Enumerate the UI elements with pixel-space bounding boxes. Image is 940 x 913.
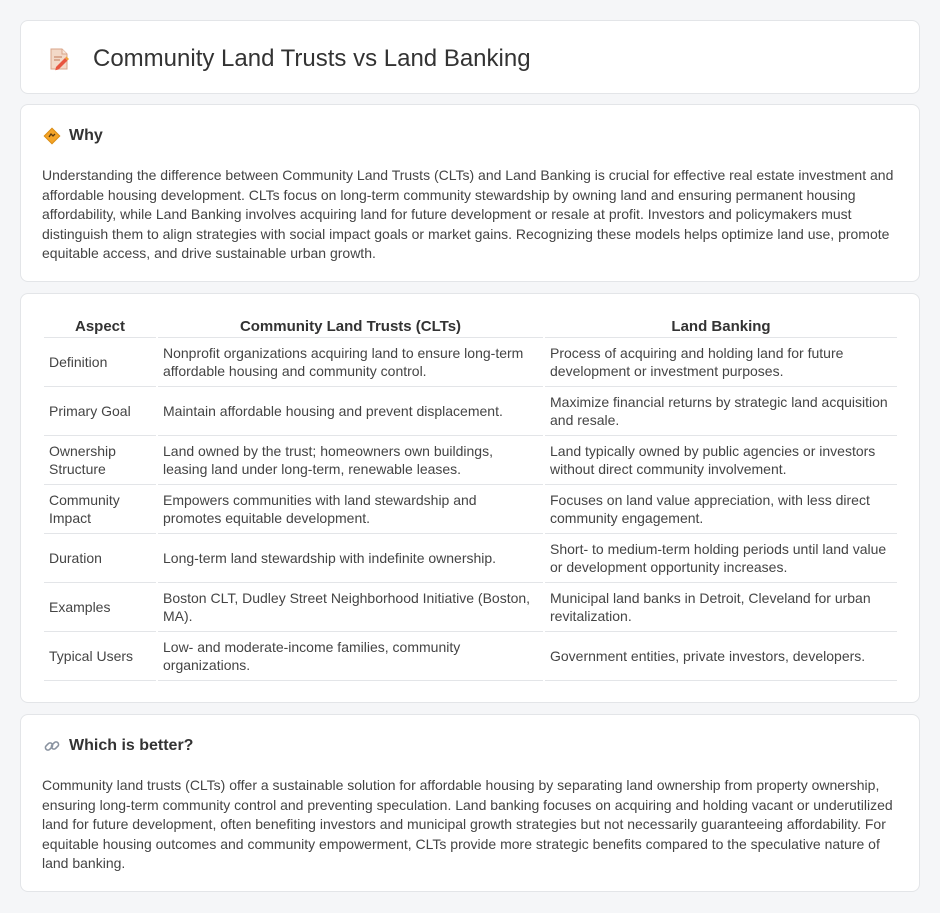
table-row bbox=[44, 632, 897, 681]
table-row bbox=[44, 583, 897, 632]
header-aspect: Aspect bbox=[44, 315, 156, 338]
aspect-cell: Community Impact bbox=[44, 485, 156, 534]
clt-cell: Empowers communities with land stewardship and promotes equitable development. bbox=[158, 485, 543, 534]
why-heading-text: Why bbox=[69, 127, 103, 144]
aspect-cell: Examples bbox=[44, 583, 156, 632]
table-row bbox=[44, 485, 897, 534]
comparison-section bbox=[20, 293, 920, 703]
which-is-better-section bbox=[20, 714, 920, 892]
land-banking-cell: Short- to medium-term holding periods until land value or development opportunity increases. bbox=[545, 534, 897, 583]
table-row bbox=[44, 436, 897, 485]
header-land-banking: Land Banking bbox=[545, 315, 897, 338]
land-banking-cell: Process of acquiring and holding land for future development or investment purposes. bbox=[545, 338, 897, 387]
aspect-cell: Definition bbox=[44, 338, 156, 387]
why-paragraph: Understanding the difference between Community Land Trusts (CLTs) and Land Banking is crucial for effective real estate investment and affordable housing development. CLTs focus on long-term community stewardship by owning land and ensuring permanent housing affordability, while Land Banking involves acquiring land for future development or resale at profit. Investors and policymakers must distinguish them to align strategies with social impact goals or market gains. Recognizing these models helps optimize land use, promote equitable access, and drive sustainable urban growth. bbox=[42, 167, 894, 262]
land-banking-cell: Government entities, private investors, developers. bbox=[545, 632, 897, 681]
link-icon bbox=[43, 737, 61, 755]
clt-cell: Boston CLT, Dudley Street Neighborhood Initiative (Boston, MA). bbox=[158, 583, 543, 632]
clt-cell: Low- and moderate-income families, community organizations. bbox=[158, 632, 543, 681]
page-title: Community Land Trusts vs Land Banking bbox=[93, 45, 531, 72]
land-banking-cell: Focuses on land value appreciation, with less direct community engagement. bbox=[545, 485, 897, 534]
better-paragraph: Community land trusts (CLTs) offer a sustainable solution for affordable housing by separating land ownership from property ownership, ensuring long-term community control and preventing speculation. Land banking focuses on acquiring and holding vacant or underutilized land for future development, often benefiting investors and municipal growth strategies but not necessarily guaranteeing affordability. For equitable housing outcomes and community empowerment, CLTs provide more strategic benefits compared to the speculative nature of land banking. bbox=[42, 777, 893, 872]
why-heading bbox=[43, 127, 103, 145]
title-card bbox=[20, 20, 920, 94]
aspect-cell: Primary Goal bbox=[44, 387, 156, 436]
better-heading-text: Which is better? bbox=[69, 737, 194, 754]
comparison-table bbox=[42, 315, 899, 681]
table-row bbox=[44, 387, 897, 436]
diamond-sign-icon bbox=[43, 127, 61, 145]
aspect-cell: Ownership Structure bbox=[44, 436, 156, 485]
why-section bbox=[20, 104, 920, 282]
aspect-cell: Duration bbox=[44, 534, 156, 583]
land-banking-cell: Land typically owned by public agencies or investors without direct community involvement. bbox=[545, 436, 897, 485]
table-row bbox=[44, 338, 897, 387]
table-row bbox=[44, 534, 897, 583]
better-heading bbox=[43, 737, 193, 755]
clt-cell: Maintain affordable housing and prevent displacement. bbox=[158, 387, 543, 436]
clt-cell: Nonprofit organizations acquiring land to ensure long-term affordable housing and community control. bbox=[158, 338, 543, 387]
land-banking-cell: Maximize financial returns by strategic land acquisition and resale. bbox=[545, 387, 897, 436]
clt-cell: Land owned by the trust; homeowners own buildings, leasing land under long-term, renewable leases. bbox=[158, 436, 543, 485]
header-clt: Community Land Trusts (CLTs) bbox=[158, 315, 543, 338]
table-header-row bbox=[44, 315, 897, 338]
document-pencil-icon bbox=[48, 47, 70, 71]
aspect-cell: Typical Users bbox=[44, 632, 156, 681]
land-banking-cell: Municipal land banks in Detroit, Cleveland for urban revitalization. bbox=[545, 583, 897, 632]
clt-cell: Long-term land stewardship with indefinite ownership. bbox=[158, 534, 543, 583]
